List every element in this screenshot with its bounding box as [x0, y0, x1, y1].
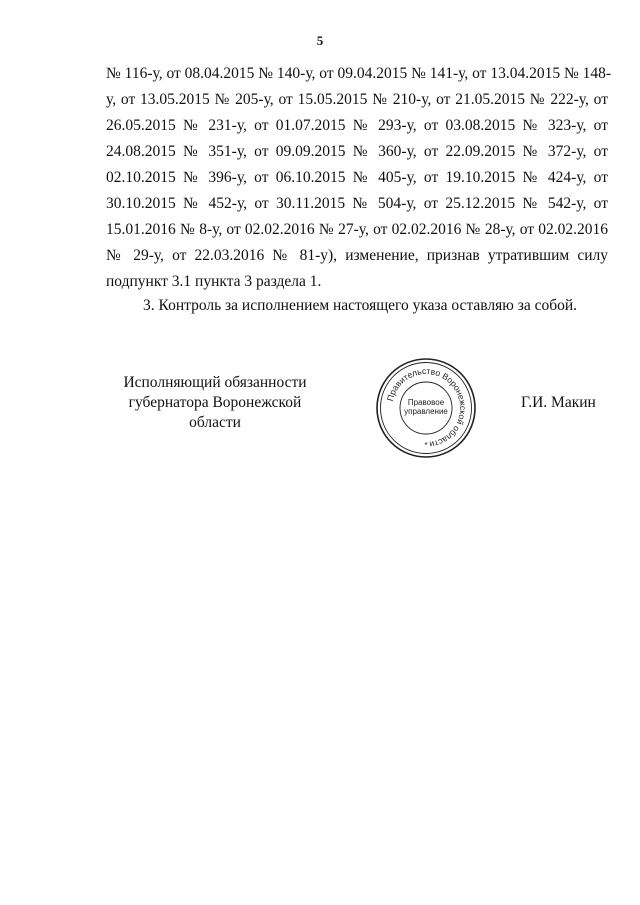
- paragraph-line: № 29-у, от 22.03.2016 № 81-у), изменение, признав утратившим силу: [106, 247, 608, 264]
- paragraph-line: у, от 13.05.2015 № 205-у, от 15.05.2015 № 210-у, от 21.05.2015 № 222-у, от: [106, 91, 608, 108]
- signature-name: Г.И. Макин: [521, 394, 596, 411]
- seal-inner-line1: Правовое: [407, 398, 445, 407]
- signature-title-line1: Исполняющий обязанности: [123, 374, 307, 391]
- paragraph-line: 02.10.2015 № 396-у, от 06.10.2015 № 405-у, от 19.10.2015 № 424-у, от: [106, 169, 608, 186]
- paragraph-3: 3. Контроль за исполнением настоящего указа оставляю за собой.: [143, 297, 578, 314]
- seal-inner-line2: управление: [404, 407, 448, 416]
- paragraph-line: подпункт 3.1 пункта 3 раздела 1.: [106, 273, 322, 290]
- seal-star: *: [424, 441, 428, 450]
- paragraph-line: 26.05.2015 № 231-у, от 01.07.2015 № 293-у, от 03.08.2015 № 323-у, от: [106, 117, 608, 134]
- paragraph-line: 24.08.2015 № 351-у, от 09.09.2015 № 360-у, от 22.09.2015 № 372-у, от: [106, 143, 608, 160]
- paragraph-line: № 116-у, от 08.04.2015 № 140-у, от 09.04.2015 № 141-у, от 13.04.2015 № 148-: [106, 65, 612, 82]
- page-number: 5: [316, 33, 324, 48]
- signature-title: [106, 373, 324, 433]
- seal-outer-text: Правительство Воронежской области: [384, 365, 469, 450]
- signature-title-line2: губернатора Воронежской области: [128, 394, 302, 431]
- paragraph-line: 15.01.2016 № 8-у, от 02.02.2016 № 27-у, от 02.02.2016 № 28-у, от 02.02.2016: [106, 221, 608, 238]
- official-seal: [374, 356, 478, 460]
- paragraph-line: 30.10.2015 № 452-у, от 30.11.2015 № 504-у, от 25.12.2015 № 542-у, от: [106, 195, 608, 212]
